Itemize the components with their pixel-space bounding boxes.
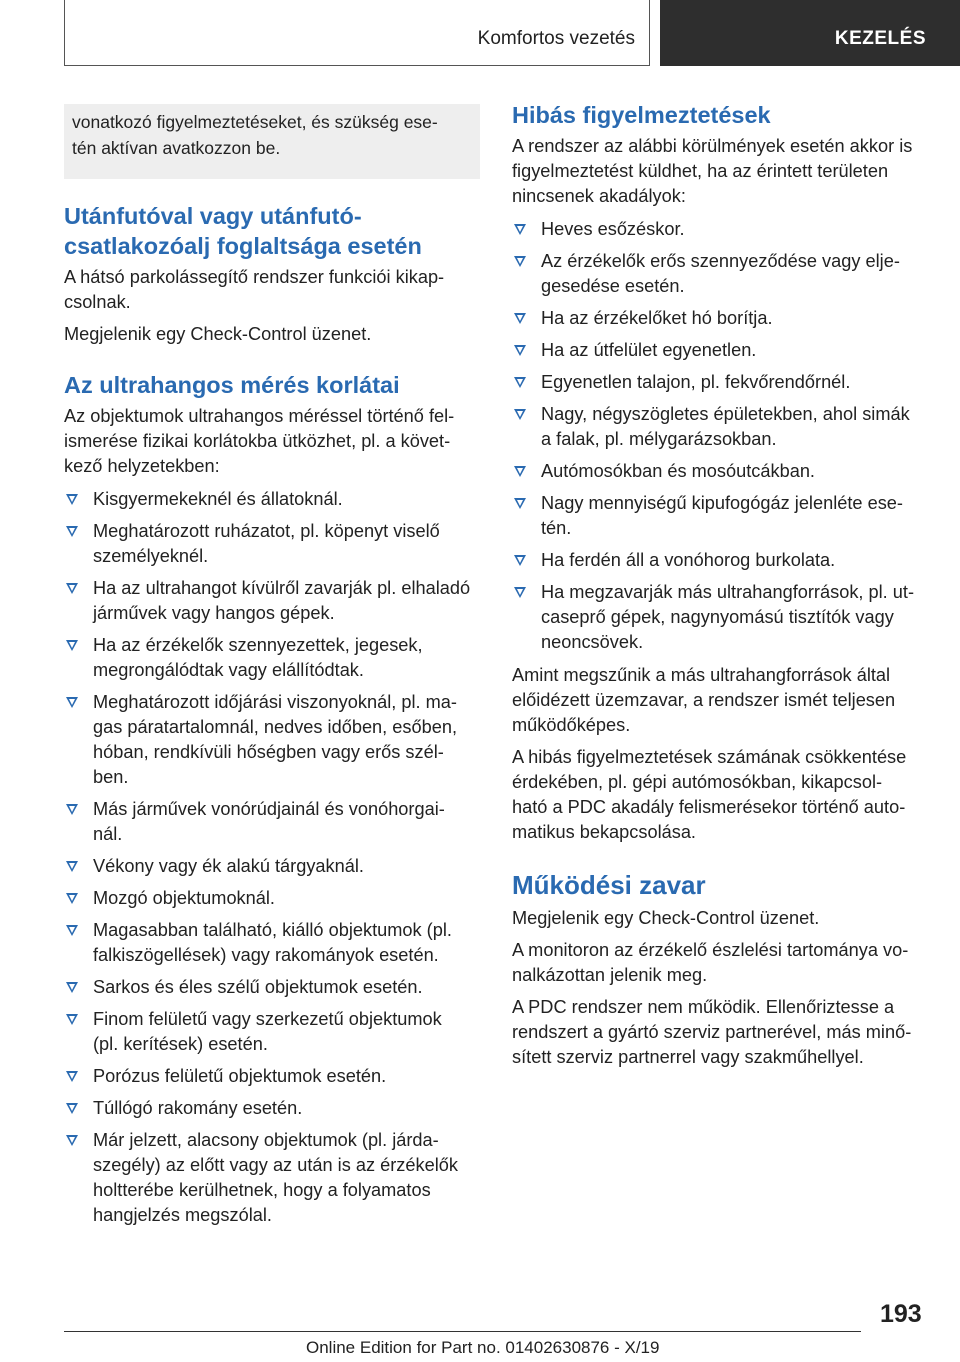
bullet-triangle-icon	[514, 587, 526, 598]
list-item: Mozgó objektumoknál.	[64, 886, 480, 911]
list-item: Ha az érzékelők szennyezettek, jegesek, megrongálódtak vagy elállítódtak.	[64, 633, 480, 683]
list-item: Meghatározott időjárási viszonyoknál, pl. ma- gas páratartalomnál, nedves időben, esőben, hóban, rendkívüli hőségben vagy erős szél- ben.	[64, 690, 480, 790]
limits-section-title: Az ultrahangos mérés korlátai	[64, 372, 400, 398]
bullet-triangle-icon	[514, 256, 526, 267]
limits-intro: Az objektumok ultrahangos méréssel történő fel- ismerése fizikai korlátokba ütközhet, pl. a követ- kező helyzetekben:	[64, 406, 455, 476]
page-header	[64, 0, 960, 66]
bullet-triangle-icon	[66, 982, 78, 993]
false-warnings-paragraph-1: Amint megszűnik a más ultrahangforrások által előidézett üzemzavar, a rendszer ismét teljesen működőképes.	[512, 665, 896, 735]
header-chapter-box	[660, 0, 960, 66]
list-item: Már jelzett, alacsony objektumok (pl. járda- szegély) az előtt vagy az után is az érzékelők holtterébe kerülhetnek, hogy a folyamatos hangjelzés megszólal.	[64, 1128, 480, 1228]
note-text: vonatkozó figyelmeztetéseket, és szükség ese- tén aktívan avatkozzon be.	[72, 112, 438, 158]
bullet-triangle-icon	[66, 494, 78, 505]
malfunction-paragraph-2: A monitoron az érzékelő észlelési tartománya vo- nalkázottan jelenik meg.	[512, 940, 909, 985]
header-chapter-title: KEZELÉS	[834, 28, 926, 49]
bullet-triangle-icon	[66, 1103, 78, 1114]
bullet-triangle-icon	[514, 345, 526, 356]
left-column	[64, 104, 480, 1236]
false-warnings-paragraph-2: A hibás figyelmeztetések számának csökkentése érdekében, pl. gépi autómosókban, kikapcsol- ható a PDC akadály felismerésekor történő auto- matikus bekapcsolása.	[512, 747, 907, 842]
malfunction-section-title: Működési zavar	[512, 870, 706, 900]
list-item: Ha ferdén áll a vonóhorog burkolata.	[512, 548, 928, 573]
bullet-triangle-icon	[514, 313, 526, 324]
list-item: Finom felületű vagy szerkezetű objektumok (pl. kerítések) esetén.	[64, 1007, 480, 1057]
bullet-triangle-icon	[514, 466, 526, 477]
list-item: Túllógó rakomány esetén.	[64, 1096, 480, 1121]
false-warnings-intro: A rendszer az alábbi körülmények esetén akkor is figyelmeztetést küldhet, ha az érintett területen nincsenek akadályok:	[512, 136, 913, 206]
bullet-triangle-icon	[514, 377, 526, 388]
bullet-triangle-icon	[66, 1135, 78, 1146]
list-item: Ha megzavarják más ultrahangforrások, pl. ut- caseprő gépek, nagynyomású tisztítók vagy neoncsövek.	[512, 580, 928, 655]
limits-list	[64, 487, 480, 1228]
footer-edition: Online Edition for Part no. 01402630876 - X/19	[306, 1338, 660, 1357]
bullet-triangle-icon	[514, 498, 526, 509]
list-item: Porózus felületű objektumok esetén.	[64, 1064, 480, 1089]
list-item: Más járművek vonórúdjainál és vonóhorgai- nál.	[64, 797, 480, 847]
right-column	[512, 100, 928, 1077]
bullet-triangle-icon	[66, 697, 78, 708]
bullet-triangle-icon	[66, 640, 78, 651]
bullet-triangle-icon	[66, 804, 78, 815]
bullet-triangle-icon	[66, 893, 78, 904]
list-item: Meghatározott ruházatot, pl. köpenyt viselő személyeknél.	[64, 519, 480, 569]
list-item: Nagy mennyiségű kipufogógáz jelenléte ese- tén.	[512, 491, 928, 541]
list-item: Ha az ultrahangot kívülről zavarják pl. elhaladó járművek vagy hangos gépek.	[64, 576, 480, 626]
header-section-box	[64, 0, 650, 66]
trailer-paragraph-2: Megjelenik egy Check-Control üzenet.	[64, 324, 372, 344]
list-item: Heves esőzéskor.	[512, 217, 928, 242]
list-item: Ha az útfelület egyenetlen.	[512, 338, 928, 363]
false-warnings-section-title: Hibás figyelmeztetések	[512, 102, 771, 128]
list-item: Egyenetlen talajon, pl. fekvőrendőrnél.	[512, 370, 928, 395]
list-item: Autómosókban és mosóutcákban.	[512, 459, 928, 484]
page-number: 193	[880, 1300, 922, 1328]
footer-divider	[64, 1331, 861, 1332]
bullet-triangle-icon	[514, 409, 526, 420]
bullet-triangle-icon	[66, 1071, 78, 1082]
list-item: Nagy, négyszögletes épületekben, ahol simák a falak, pl. mélygarázsokban.	[512, 402, 928, 452]
malfunction-paragraph-1: Megjelenik egy Check-Control üzenet.	[512, 908, 820, 928]
bullet-triangle-icon	[66, 583, 78, 594]
list-item: Az érzékelők erős szennyeződése vagy elje- gesedése esetén.	[512, 249, 928, 299]
list-item: Ha az érzékelőket hó borítja.	[512, 306, 928, 331]
trailer-section-title: Utánfutóval vagy utánfutó- csatlakozóalj foglaltsága esetén	[64, 203, 422, 259]
bullet-triangle-icon	[514, 224, 526, 235]
note-box	[64, 104, 480, 179]
bullet-triangle-icon	[66, 925, 78, 936]
bullet-triangle-icon	[514, 555, 526, 566]
list-item: Kisgyermekeknél és állatoknál.	[64, 487, 480, 512]
list-item: Magasabban található, kiálló objektumok (pl. falkiszögellések) vagy rakományok esetén.	[64, 918, 480, 968]
list-item: Sarkos és éles szélű objektumok esetén.	[64, 975, 480, 1000]
bullet-triangle-icon	[66, 1014, 78, 1025]
header-section-title: Komfortos vezetés	[477, 28, 635, 49]
list-item: Vékony vagy ék alakú tárgyaknál.	[64, 854, 480, 879]
bullet-triangle-icon	[66, 861, 78, 872]
malfunction-paragraph-3: A PDC rendszer nem működik. Ellenőriztesse a rendszert a gyártó szerviz partnerével, más minő- sített szerviz partnerrel vagy szakműhellyel.	[512, 997, 912, 1067]
bullet-triangle-icon	[66, 526, 78, 537]
trailer-paragraph-1: A hátsó parkolássegítő rendszer funkciói kikap- csolnak.	[64, 267, 445, 312]
false-warnings-list	[512, 217, 928, 655]
